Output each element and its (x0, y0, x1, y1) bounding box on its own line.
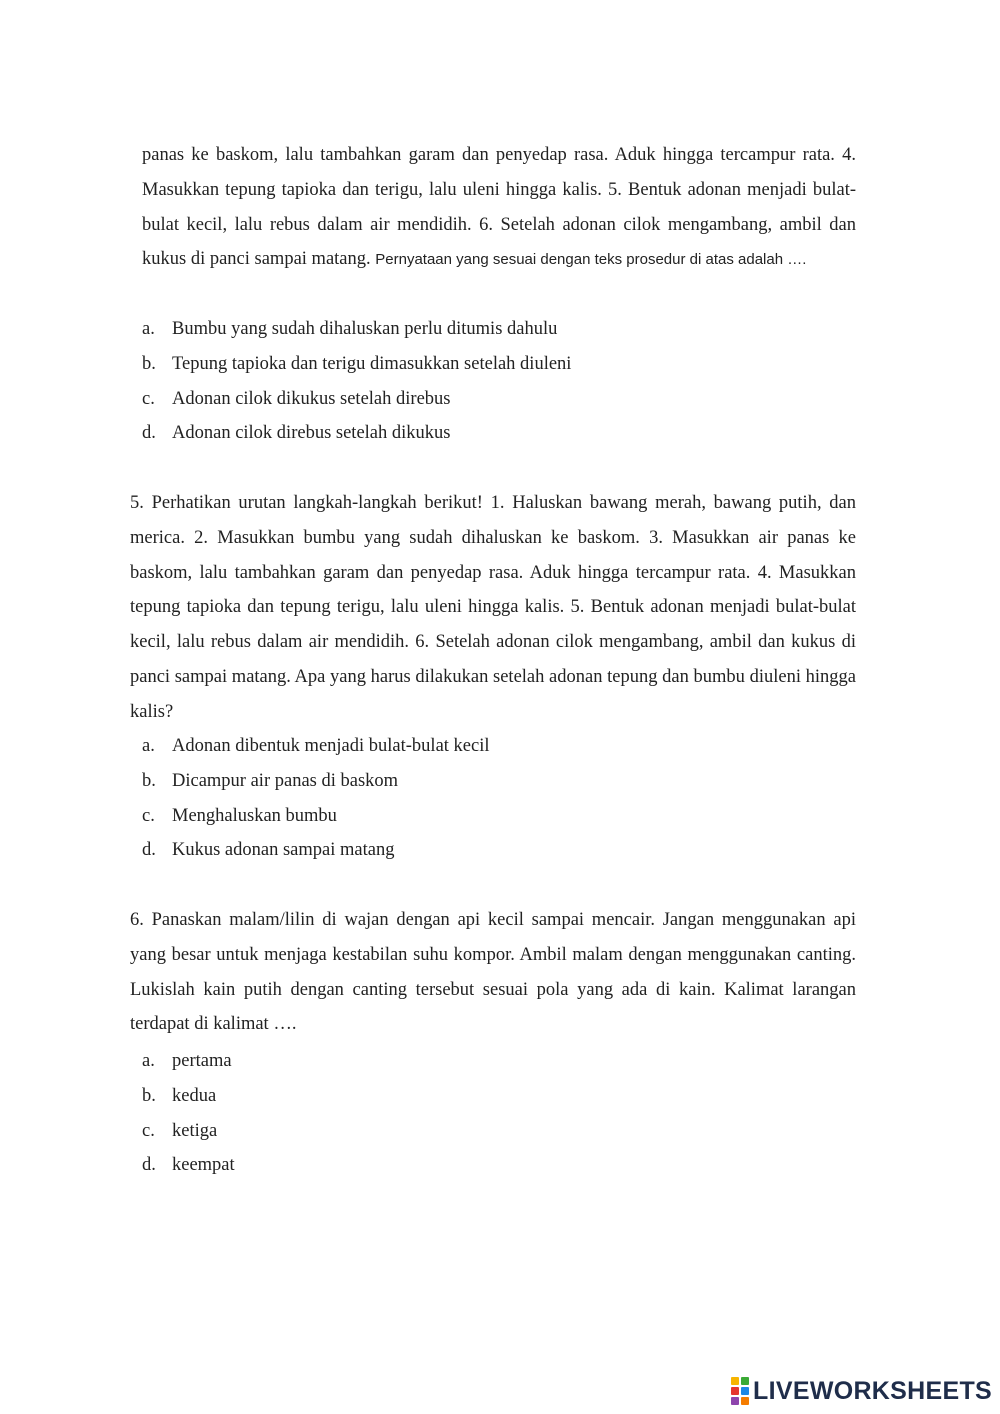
logo-square (731, 1397, 739, 1405)
question-4-prompt: Pernyataan yang sesuai dengan teks prosedur di atas adalah …. (375, 251, 807, 269)
option-c[interactable]: c. ketiga (142, 1120, 218, 1141)
logo-square (731, 1377, 739, 1385)
option-a[interactable]: a. pertama (142, 1051, 232, 1071)
option-b[interactable]: b. kedua (142, 1085, 217, 1106)
question-5-options (142, 729, 490, 868)
liveworksheets-logo-icon (731, 1377, 749, 1405)
logo-square (741, 1377, 749, 1385)
question-6-text: 6. Panaskan malam/lilin di wajan dengan api kecil sampai mencair. Jangan menggunakan api yang besar untuk menjaga kestabilan suhu kompor. Ambil malam dengan menggunakan canting. Lukislah kain putih dengan canting tersebut sesuai pola yang ada di kain. Kalimat larangan terdapat di kalimat …. (130, 910, 856, 1035)
question-5-text: 5. Perhatikan urutan langkah-langkah berikut! 1. Haluskan bawang merah, bawang putih, dan merica. 2. Masukkan bumbu yang sudah dihaluskan ke baskom. 3. Masukkan air panas ke baskom, lalu tambahkan garam dan penyedap rasa. Aduk hingga tercampur rata. 4. Masukkan tepung tapioka dan tepung terigu, lalu uleni hingga kalis. 5. Bentuk adonan menjadi bulat-bulat kecil, lalu rebus dalam air mendidih. 6. Setelah adonan cilok mengambang, ambil dan kukus di panci sampai matang. Apa yang harus dilakukan setelah adonan tepung dan bumbu diuleni hingga kalis? (130, 493, 856, 722)
question-5 (130, 486, 856, 730)
question-4-text: panas ke baskom, lalu tambahkan garam dan penyedap rasa. Aduk hingga tercampur rata. 4. Masukkan tepung tapioka dan terigu, lalu uleni hingga kalis. 5. Bentuk adonan menjadi bulat-bulat kecil, lalu rebus dalam air mendidih. 6. Setelah adonan cilok mengambang, ambil dan kukus di panci sampai matang. (142, 145, 856, 270)
option-d[interactable]: d. Kukus adonan sampai matang (142, 840, 395, 861)
question-6 (130, 903, 856, 1042)
option-b[interactable]: b. Dicampur air panas di baskom (142, 770, 399, 791)
question-4-continuation (142, 138, 856, 278)
question-4-options (142, 312, 571, 451)
option-b[interactable]: b. Tepung tapioka dan terigu dimasukkan setelah diuleni (142, 353, 572, 374)
option-d[interactable]: d. Adonan cilok direbus setelah dikukus (142, 423, 451, 444)
liveworksheets-logo[interactable] (731, 1376, 992, 1406)
option-d[interactable]: d. keempat (142, 1155, 235, 1176)
question-6-options (142, 1044, 235, 1183)
option-a[interactable]: a. Bumbu yang sudah dihaluskan perlu ditumis dahulu (142, 319, 558, 339)
option-c[interactable]: c. Adonan cilok dikukus setelah direbus (142, 388, 451, 409)
logo-square (731, 1387, 739, 1395)
option-a[interactable]: a. Adonan dibentuk menjadi bulat-bulat kecil (142, 736, 490, 756)
logo-square (741, 1397, 749, 1405)
logo-square (741, 1387, 749, 1395)
option-c[interactable]: c. Menghaluskan bumbu (142, 805, 337, 826)
liveworksheets-logo-text: LIVEWORKSHEETS (753, 1376, 992, 1405)
